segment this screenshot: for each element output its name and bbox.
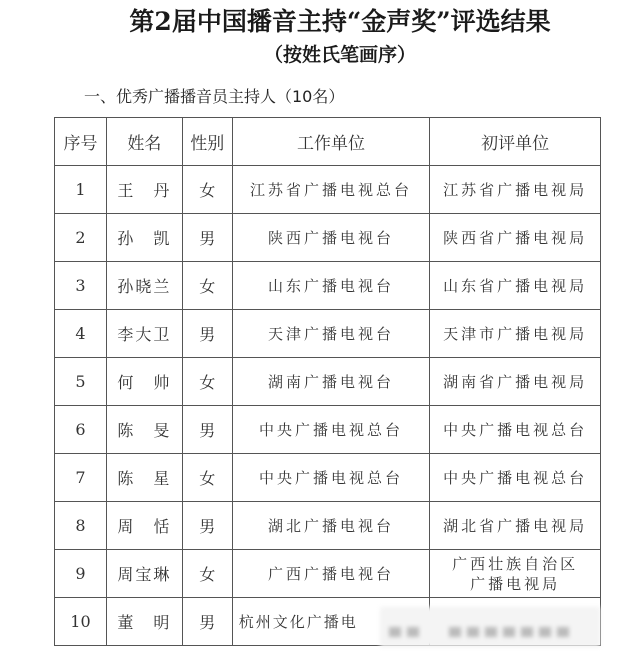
row-review-unit: 湖北省广播电视局 — [430, 502, 601, 550]
row-work-unit: 广西广播电视台 — [232, 550, 430, 598]
row-number: 2 — [55, 214, 107, 262]
row-review-unit: 陕西省广播电视局 — [430, 214, 601, 262]
row-review-unit: 江苏省广播电视局 — [430, 166, 601, 214]
row-gender: 男 — [182, 502, 232, 550]
row-gender: 男 — [182, 310, 232, 358]
row-number: 5 — [55, 358, 107, 406]
section-heading: 一、优秀广播播音员主持人（10名） — [84, 87, 345, 106]
row-gender: 男 — [182, 598, 232, 646]
table-row — [55, 550, 601, 598]
row-work-unit: 山东广播电视台 — [232, 262, 430, 310]
page-title: 第2届中国播音主持“金声奖”评选结果 — [129, 7, 551, 36]
row-gender: 女 — [182, 166, 232, 214]
row-name: 李大卫 — [106, 310, 182, 358]
row-review-unit: 天津市广播电视局 — [430, 310, 601, 358]
header-work-unit: 工作单位 — [232, 118, 430, 166]
row-name: 孙晓兰 — [106, 262, 182, 310]
row-name: 董 明 — [106, 598, 182, 646]
row-review-unit — [430, 550, 601, 598]
row-review-unit: 中央广播电视总台 — [430, 454, 601, 502]
page-subtitle: （按姓氏笔画序） — [263, 44, 416, 66]
row-gender: 女 — [182, 262, 232, 310]
row-gender: 女 — [182, 454, 232, 502]
row-work-unit: 中央广播电视总台 — [232, 406, 430, 454]
review-unit-line: 广播电视局 — [470, 574, 561, 593]
table-row — [55, 310, 601, 358]
header-no: 序号 — [55, 118, 107, 166]
row-name: 周 恬 — [106, 502, 182, 550]
row-name: 何 帅 — [106, 358, 182, 406]
row-gender: 女 — [182, 550, 232, 598]
table-row — [55, 454, 601, 502]
row-name: 陈 星 — [106, 454, 182, 502]
row-work-unit: 湖南广播电视台 — [232, 358, 430, 406]
results-table — [54, 117, 601, 646]
table-row — [55, 358, 601, 406]
blurred-region — [380, 607, 600, 647]
row-work-unit: 中央广播电视总台 — [232, 454, 430, 502]
row-work-unit: 江苏省广播电视总台 — [232, 166, 430, 214]
row-number: 9 — [55, 550, 107, 598]
table-row — [55, 502, 601, 550]
table-row — [55, 214, 601, 262]
row-work-unit: 天津广播电视台 — [232, 310, 430, 358]
table-row — [55, 406, 601, 454]
row-review-unit: 湖南省广播电视局 — [430, 358, 601, 406]
row-number: 10 — [55, 598, 107, 646]
row-work-unit: 湖北广播电视台 — [232, 502, 430, 550]
row-work-unit: 陕西广播电视台 — [232, 214, 430, 262]
row-name: 孙 凯 — [106, 214, 182, 262]
row-gender: 男 — [182, 214, 232, 262]
row-number: 1 — [55, 166, 107, 214]
table-header-row — [55, 118, 601, 166]
row-number: 4 — [55, 310, 107, 358]
row-work-unit: 杭州文化广播电 — [232, 598, 430, 646]
header-gender: 性别 — [182, 118, 232, 166]
row-name: 陈 旻 — [106, 406, 182, 454]
row-number: 6 — [55, 406, 107, 454]
table-row — [55, 166, 601, 214]
table-row — [55, 262, 601, 310]
header-review-unit: 初评单位 — [430, 118, 601, 166]
row-gender: 男 — [182, 406, 232, 454]
row-number: 8 — [55, 502, 107, 550]
row-number: 7 — [55, 454, 107, 502]
row-gender: 女 — [182, 358, 232, 406]
review-unit-line: 广西壮族自治区 — [452, 554, 579, 573]
row-review-unit: 山东省广播电视局 — [430, 262, 601, 310]
row-name: 王 丹 — [106, 166, 182, 214]
row-review-unit: 中央广播电视总台 — [430, 406, 601, 454]
row-name: 周宝琳 — [106, 550, 182, 598]
header-name: 姓名 — [106, 118, 182, 166]
row-number: 3 — [55, 262, 107, 310]
